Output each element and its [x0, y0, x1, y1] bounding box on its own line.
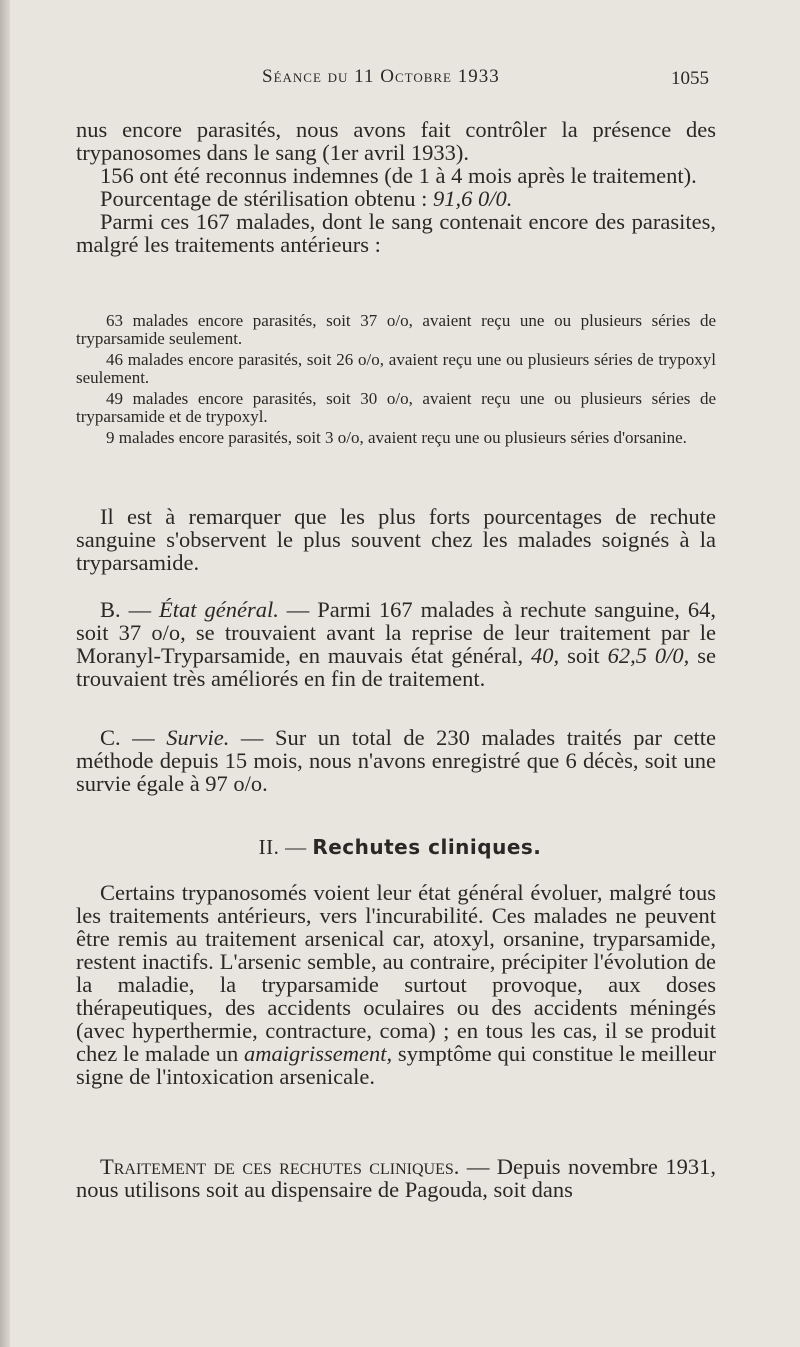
section-b-label: B. —	[100, 597, 160, 622]
section-b-text-2: soit	[559, 643, 608, 668]
paragraph-4: Parmi ces 167 malades, dont le sang contenait encore des parasites, malgré les traitements antérieurs :	[76, 209, 716, 257]
section-c	[76, 726, 716, 795]
page-number: 1055	[671, 68, 709, 89]
paragraph-5: Il est à remarquer que les plus forts pourcentages de rechute sanguine s'observent le plus souvent chez les malades soignés à la tryparsamide.	[76, 504, 716, 575]
section-c-paragraph	[76, 726, 716, 795]
paragraph-7-text: — Depuis novembre 1931, nous utilisons soit au dispensaire de Pagouda, soit dans	[76, 1154, 716, 1202]
paragraph-3	[76, 187, 716, 210]
sterilisation-value: 91,6 0/0.	[433, 186, 513, 211]
relapse-list	[76, 312, 716, 447]
clinical-relapse-section	[76, 881, 716, 1088]
list-item: 49 malades encore parasités, soit 30 o/o, avaient reçu une ou plusieurs séries de tryparsamide et de trypoxyl.	[76, 389, 716, 426]
paragraph-1: nus encore parasités, nous avons fait contrôler la présence des trypanosomes dans le sang (1er avril 1933).	[76, 117, 716, 165]
section-b-paragraph	[76, 598, 716, 690]
section-b-text-3: se trouvaient très améliorés en fin de traitement.	[76, 643, 716, 691]
list-item: 46 malades encore parasités, soit 26 o/o, avaient reçu une ou plusieurs séries de trypoxyl seulement.	[76, 350, 716, 387]
list-item: 63 malades encore parasités, soit 37 o/o, avaient reçu une ou plusieurs séries de tryparsamide seulement.	[76, 311, 716, 348]
treatment-section	[76, 1155, 716, 1201]
running-header	[0, 66, 800, 96]
section-b-value-40: 40,	[531, 643, 560, 668]
section-b-text: — Parmi 167 malades à rechute sanguine, 64, soit 37 o/o, se trouvaient avant la reprise de leur traitement par le Moranyl-Tryparsamide, en mauvais état général,	[76, 597, 716, 668]
paragraph-7	[76, 1155, 716, 1201]
section-heading	[0, 835, 800, 860]
treatment-heading: Traitement de ces rechutes cliniques.	[100, 1154, 460, 1179]
section-c-title: Survie.	[166, 725, 230, 750]
paragraph-continuation	[76, 118, 716, 256]
paragraph-6-text: Certains trypanosomés voient leur état général évoluer, malgré tous les traitements antérieurs, vers l'incurabilité. Ces malades ne peuvent être remis au traitement arsenical car, atoxyl, orsanine, tryparsamide, restent inactifs. L'arsenic semble, au contraire, précipiter l'évolution de la maladie, la tryparsamide surtout provoque, aux doses thérapeutiques, des accidents oculaires ou des accidents méningés (avec hyperthermie, contracture, coma) ; en tous les cas, il se produit chez le malade un	[76, 880, 716, 1066]
paragraph-2: 156 ont été reconnus indemnes (de 1 à 4 mois après le traitement).	[100, 163, 697, 188]
section-b-value-percent: 62,5 0/0,	[607, 643, 690, 668]
section-b	[76, 598, 716, 690]
list-item: 9 malades encore parasités, soit 3 o/o, avaient reçu une ou plusieurs séries d'orsanine.	[106, 428, 687, 447]
heading-title: Rechutes cliniques.	[312, 835, 542, 859]
section-b-title: État général.	[159, 597, 279, 622]
section-c-label: C. —	[100, 725, 167, 750]
section-c-text: — Sur un total de 230 malades traités par cette méthode depuis 15 mois, nous n'avons enregistré que 6 décès, soit une survie égale à 97 o/o.	[76, 725, 716, 796]
heading-number: II. —	[258, 835, 313, 859]
running-title: Séance du 11 Octobre 1933	[262, 66, 500, 87]
sterilisation-label: Pourcentage de stérilisation obtenu :	[100, 186, 434, 211]
paragraph-6	[76, 881, 716, 1088]
paragraph-6-italic: amaigrissement,	[244, 1041, 393, 1066]
paragraph-5-block	[76, 505, 716, 574]
paragraph-6-text-end: symptôme qui constitue le meilleur signe de l'intoxication arsenicale.	[76, 1041, 716, 1089]
